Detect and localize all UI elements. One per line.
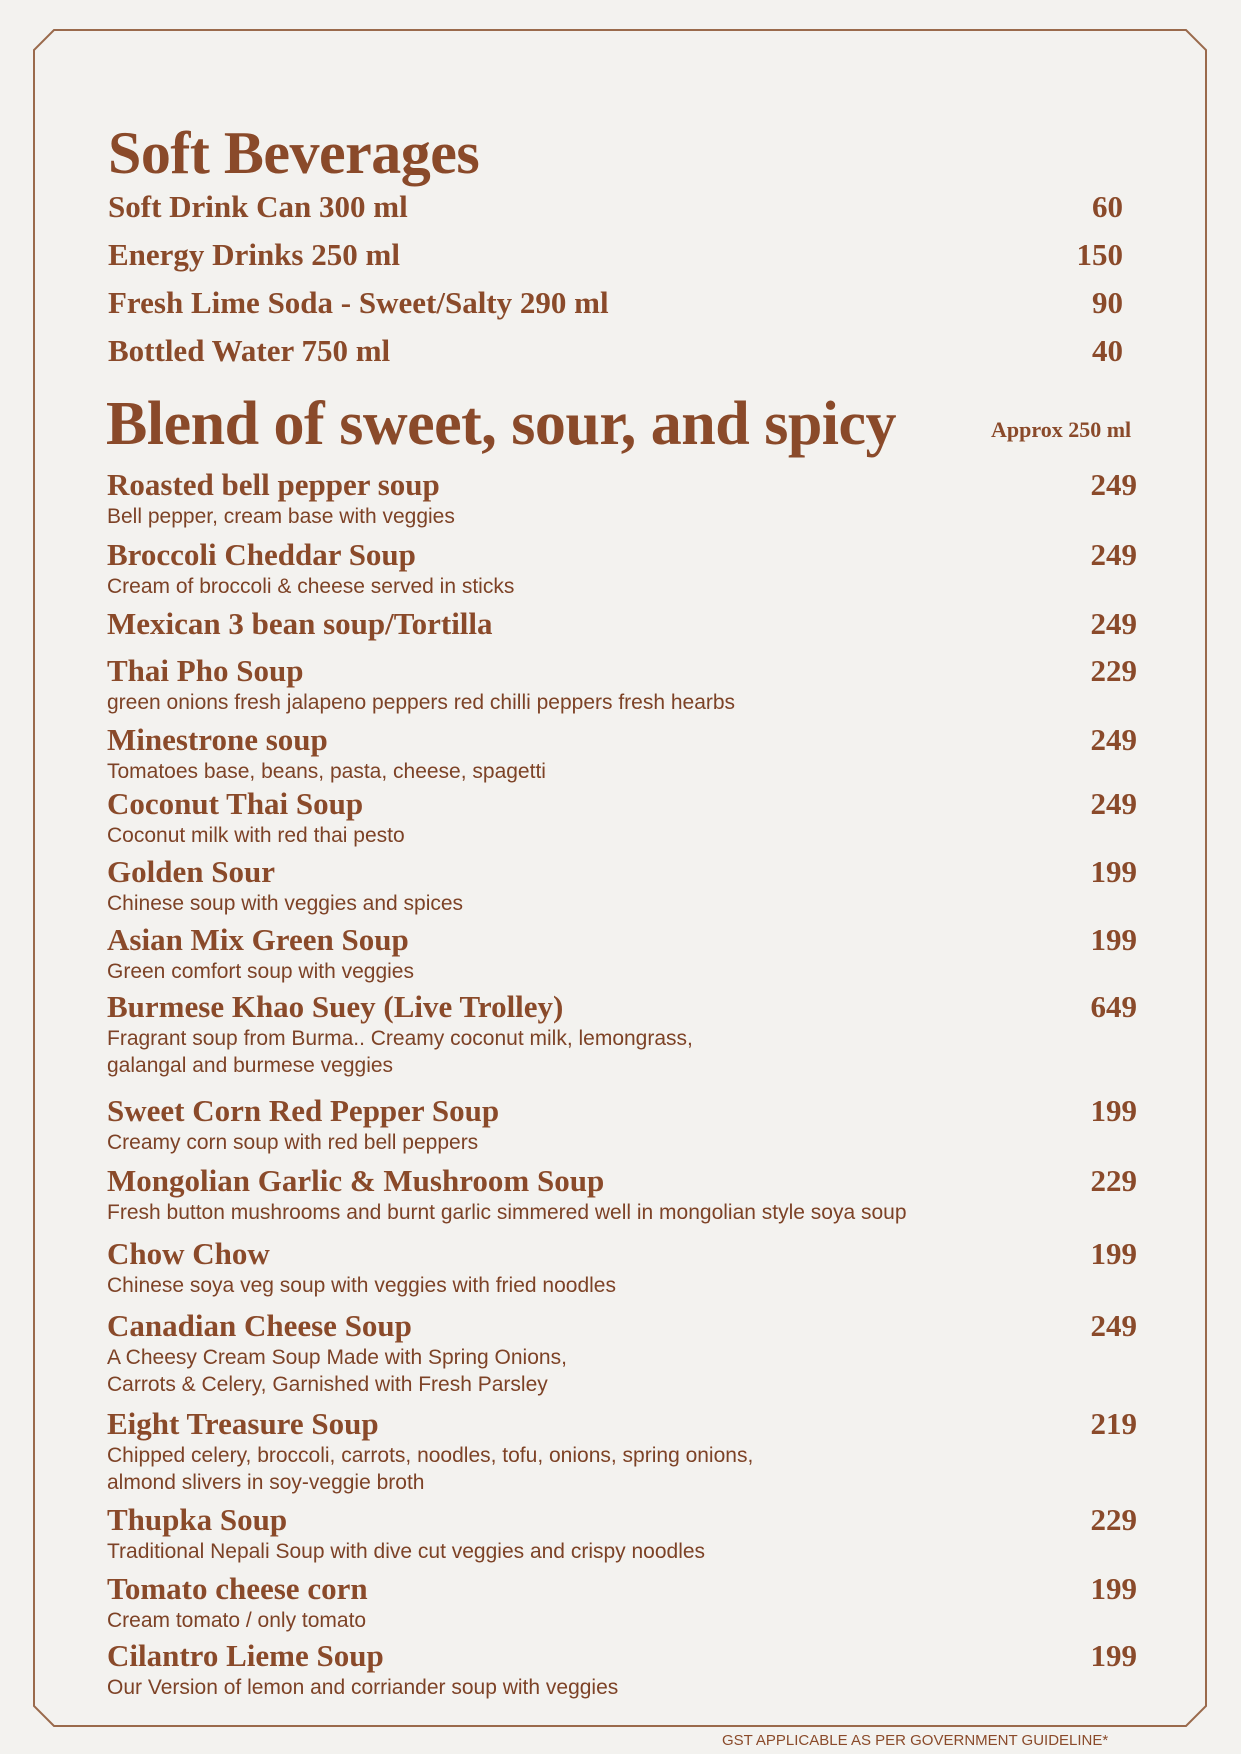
soups-title: Blend of sweet, sour, and spicy — [106, 390, 897, 458]
soup-item — [107, 1406, 1137, 1496]
soup-name: Sweet Corn Red Pepper Soup — [107, 1093, 500, 1128]
soup-price: 249 — [1090, 467, 1137, 502]
beverage-price: 150 — [1076, 237, 1123, 272]
soup-price: 199 — [1090, 854, 1137, 889]
soft-beverages-title: Soft Beverages — [108, 120, 480, 186]
beverage-name: Fresh Lime Soda - Sweet/Salty 290 ml — [108, 285, 609, 320]
soup-price: 249 — [1090, 1308, 1137, 1343]
soup-description: Fresh button mushrooms and burnt garlic simmered well in mongolian style soya soup — [107, 1201, 907, 1224]
soup-item — [107, 722, 1137, 785]
soup-price: 199 — [1090, 1093, 1137, 1128]
soup-item — [107, 989, 1137, 1079]
beverage-item — [108, 285, 1123, 329]
soup-price: 229 — [1090, 653, 1137, 688]
soup-price: 199 — [1090, 922, 1137, 957]
soup-item — [107, 653, 1137, 716]
soup-item — [107, 1502, 1137, 1565]
soup-price: 199 — [1090, 1638, 1137, 1673]
soup-description: Traditional Nepali Soup with dive cut veggies and crispy noodles — [107, 1540, 706, 1563]
soup-item — [107, 467, 1137, 530]
soup-item — [107, 786, 1137, 849]
soup-price: 249 — [1090, 537, 1137, 572]
soup-item — [107, 1163, 1137, 1226]
beverage-price: 90 — [1092, 285, 1123, 320]
soup-item — [107, 854, 1137, 917]
soup-item — [107, 537, 1137, 600]
soup-name: Golden Sour — [107, 854, 275, 889]
soup-name: Canadian Cheese Soup — [107, 1308, 412, 1343]
soup-price: 649 — [1090, 989, 1137, 1024]
soup-name: Coconut Thai Soup — [107, 786, 364, 821]
beverage-item — [108, 333, 1123, 377]
soup-name: Mongolian Garlic & Mushroom Soup — [107, 1163, 605, 1198]
soup-name: Eight Treasure Soup — [107, 1406, 379, 1441]
soup-description: Bell pepper, cream base with veggies — [107, 505, 455, 528]
soup-description: Cream tomato / only tomato — [107, 1609, 367, 1632]
soup-price: 249 — [1090, 606, 1137, 641]
soup-name: Minestrone soup — [107, 722, 328, 757]
beverage-price: 40 — [1092, 333, 1123, 368]
soup-description: Cream of broccoli & cheese served in sticks — [107, 575, 515, 598]
beverage-price: 60 — [1092, 189, 1123, 224]
beverage-name: Soft Drink Can 300 ml — [108, 189, 408, 224]
soup-item — [107, 1308, 1137, 1398]
soup-price: 249 — [1090, 786, 1137, 821]
soup-item — [107, 606, 1137, 642]
soup-name: Chow Chow — [107, 1236, 270, 1271]
beverage-name: Energy Drinks 250 ml — [108, 237, 400, 272]
serving-size-note: Approx 250 ml — [991, 417, 1132, 442]
soup-description: A Cheesy Cream Soup Made with Spring Onions, Carrots & Celery, Garnished with Fresh Parsley — [107, 1346, 567, 1396]
soup-name: Thupka Soup — [107, 1502, 288, 1537]
soup-price: 249 — [1090, 722, 1137, 757]
soup-item — [107, 1093, 1137, 1156]
soup-description: green onions fresh jalapeno peppers red chilli peppers fresh hearbs — [107, 691, 736, 714]
beverage-name: Bottled Water 750 ml — [108, 333, 391, 368]
soup-description: Tomatoes base, beans, pasta, cheese, spagetti — [107, 760, 546, 783]
soup-name: Burmese Khao Suey (Live Trolley) — [107, 989, 564, 1024]
soup-item — [107, 922, 1137, 985]
soup-description: Coconut milk with red thai pesto — [107, 824, 405, 847]
beverage-item — [108, 189, 1123, 233]
soup-description: Our Version of lemon and corriander soup with veggies — [107, 1676, 619, 1699]
soup-price: 219 — [1090, 1406, 1137, 1441]
soup-name: Thai Pho Soup — [107, 653, 304, 688]
soup-price: 199 — [1090, 1571, 1137, 1606]
soup-description: Chinese soya veg soup with veggies with fried noodles — [107, 1274, 616, 1297]
beverage-item — [108, 237, 1123, 281]
soup-name: Broccoli Cheddar Soup — [107, 537, 416, 572]
soup-item — [107, 1236, 1137, 1299]
soup-price: 199 — [1090, 1236, 1137, 1271]
soup-description: Chinese soup with veggies and spices — [107, 892, 464, 915]
soup-name: Mexican 3 bean soup/Tortilla — [107, 606, 493, 641]
soup-price: 229 — [1090, 1163, 1137, 1198]
soup-description: Green comfort soup with veggies — [107, 960, 414, 983]
soup-description: Chipped celery, broccoli, carrots, noodles, tofu, onions, spring onions, almond slivers in soy-veggie broth — [107, 1444, 754, 1494]
soup-name: Roasted bell pepper soup — [107, 467, 440, 502]
soup-name: Cilantro Lieme Soup — [107, 1638, 384, 1673]
soup-name: Asian Mix Green Soup — [107, 922, 409, 957]
soup-item — [107, 1571, 1137, 1634]
soup-item — [107, 1638, 1137, 1701]
soup-description: Creamy corn soup with red bell peppers — [107, 1131, 479, 1154]
soup-name: Tomato cheese corn — [107, 1571, 368, 1606]
soup-description: Fragrant soup from Burma.. Creamy coconut milk, lemongrass, galangal and burmese veggies — [107, 1027, 693, 1077]
soup-price: 229 — [1090, 1502, 1137, 1537]
gst-footer-note: GST APPLICABLE AS PER GOVERNMENT GUIDELINE* — [722, 1732, 1109, 1749]
